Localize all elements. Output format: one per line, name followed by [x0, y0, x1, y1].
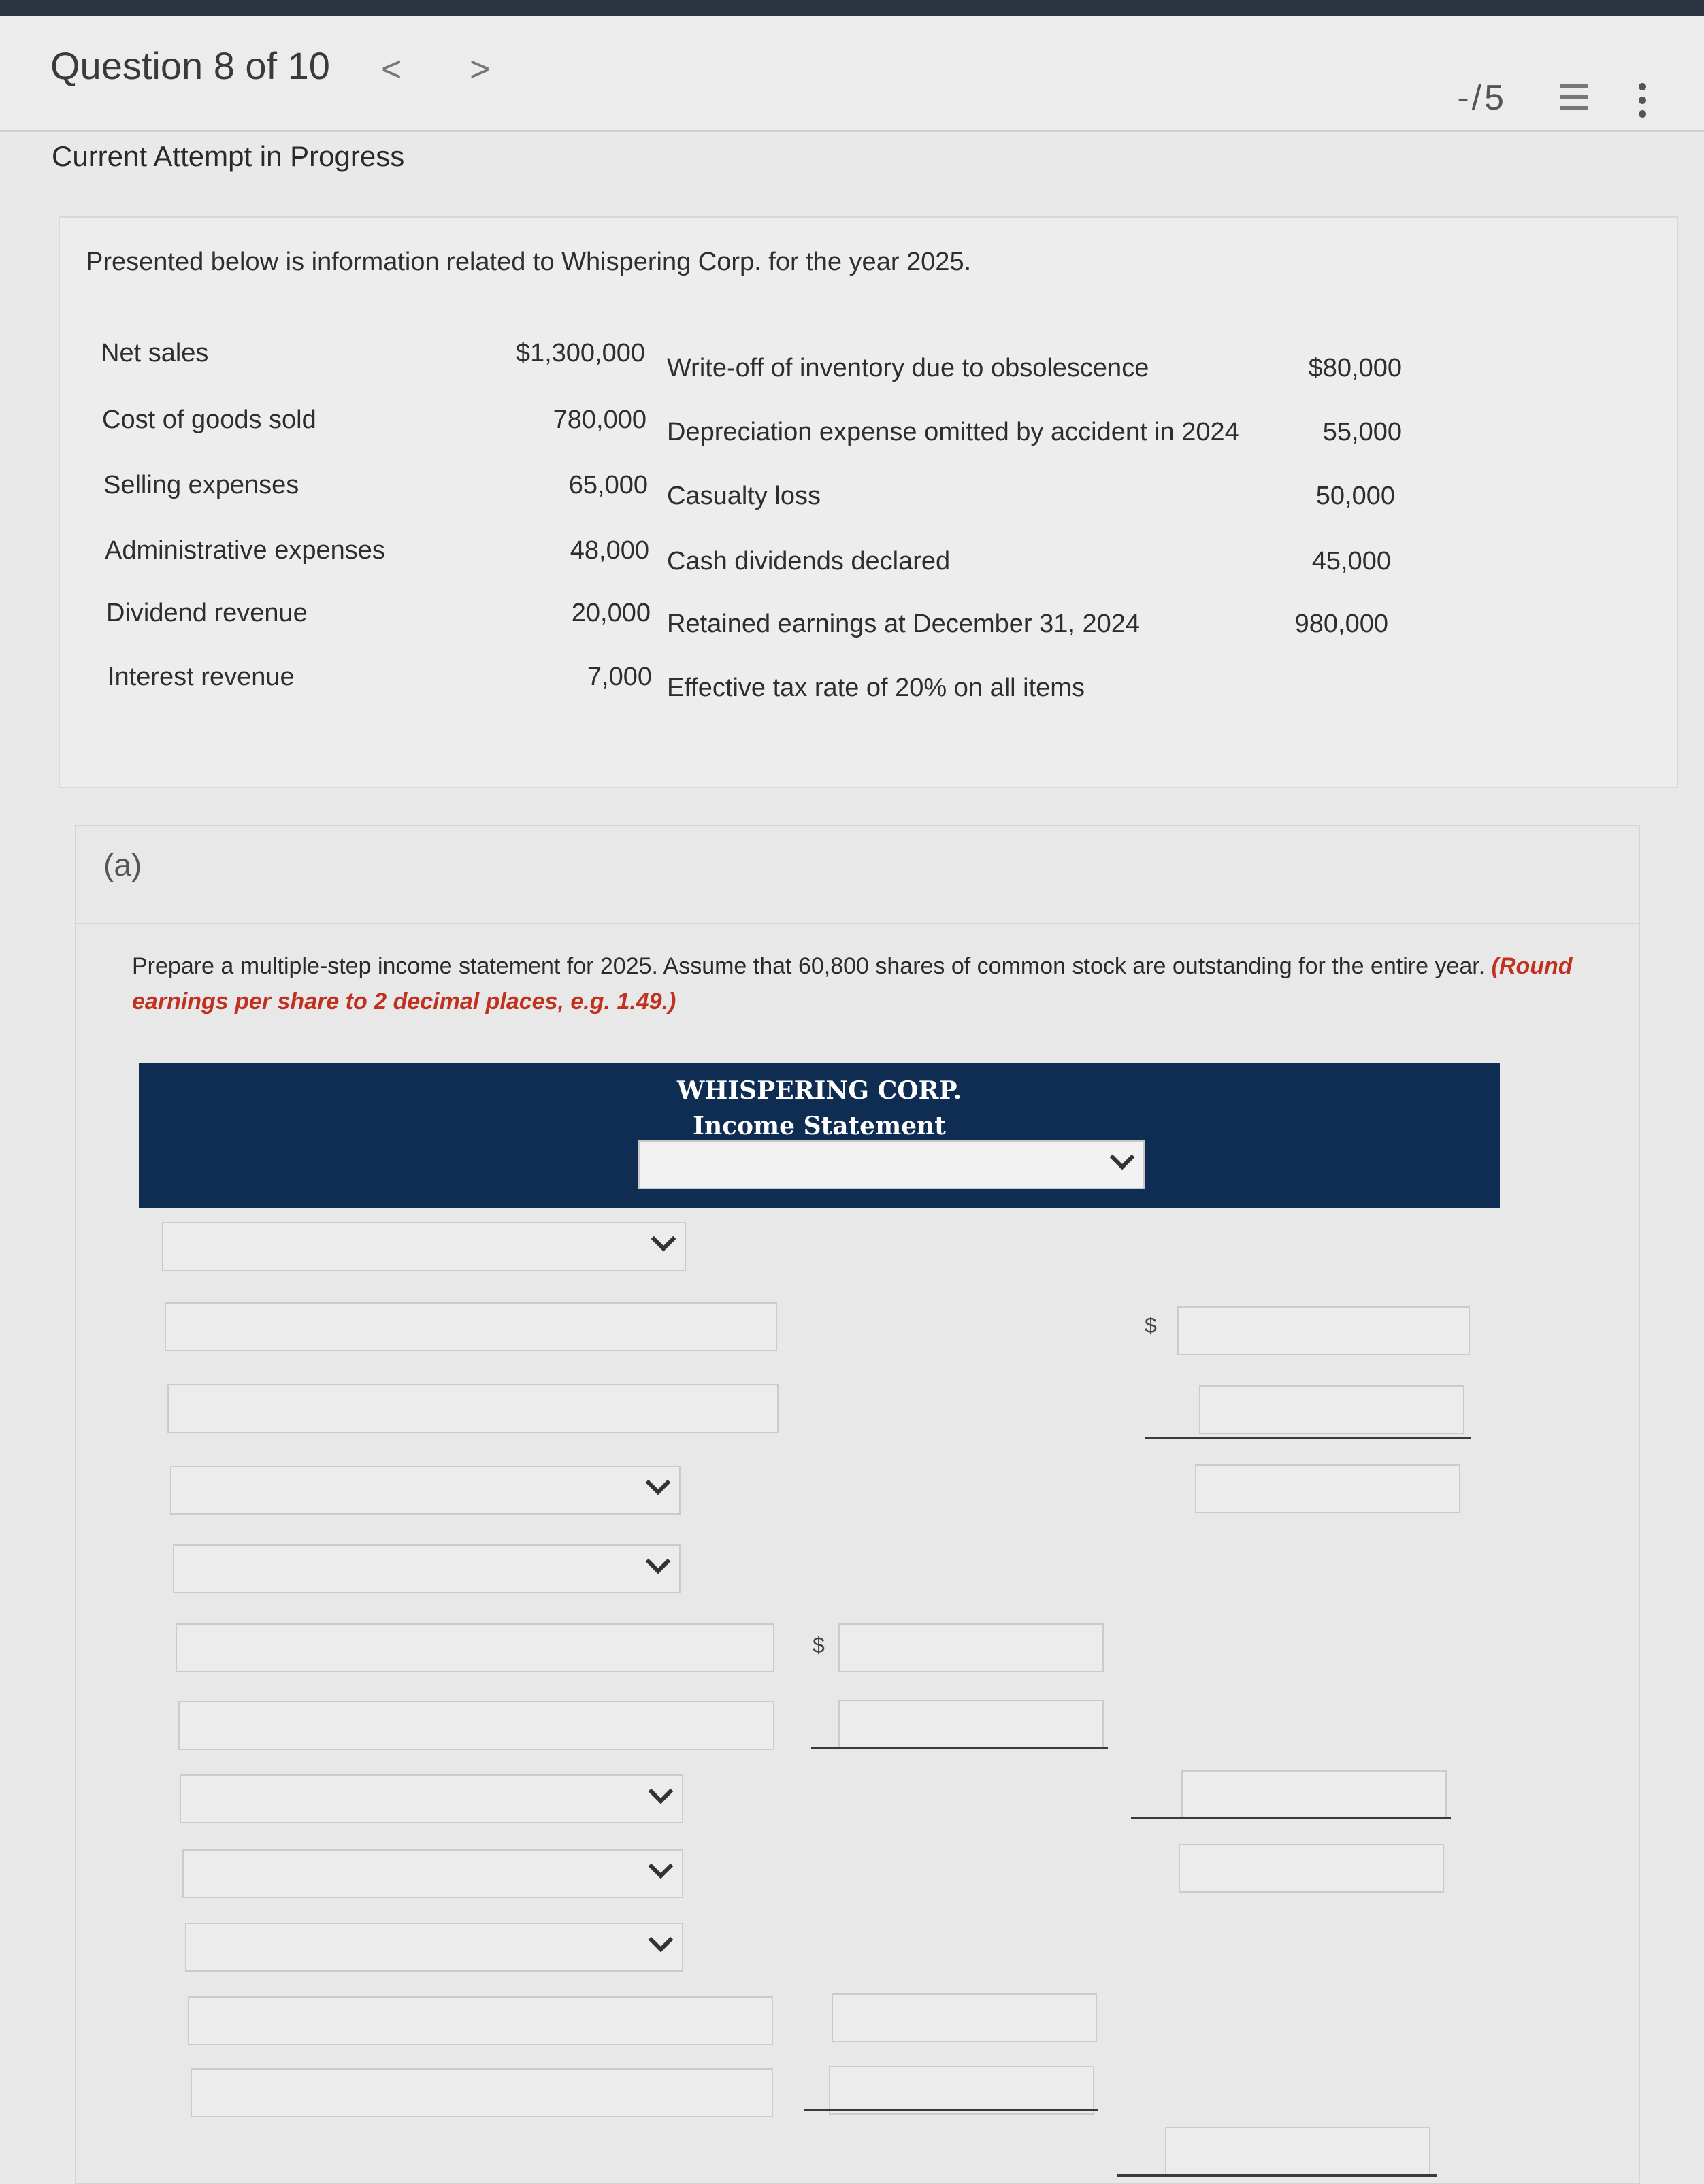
info-row [667, 674, 1388, 708]
amount-input[interactable] [1177, 1306, 1470, 1355]
rounding-hint: (Round earnings per share to 2 decimal places, e.g. 1.49.) [132, 953, 1573, 1014]
item-value: 20,000 [571, 599, 651, 627]
item-label: Cash dividends declared [667, 547, 951, 576]
item-label: Cost of goods sold [102, 406, 316, 434]
attempt-status: Current Attempt in Progress [52, 140, 405, 172]
info-row [108, 663, 652, 697]
item-label: Casualty loss [667, 482, 821, 510]
company-name: WHISPERING CORP. [676, 1076, 962, 1105]
next-question-button[interactable]: > [470, 50, 491, 89]
amount-input[interactable] [838, 1700, 1104, 1749]
item-label: Effective tax rate of 20% on all items [667, 674, 1085, 702]
item-value: 780,000 [553, 406, 646, 434]
currency-symbol: $ [813, 1633, 825, 1657]
line-item-dropdown[interactable] [180, 1774, 683, 1823]
line-item-input[interactable] [188, 1996, 773, 2045]
problem-info-card [59, 216, 1678, 788]
problem-intro: Presented below is information related to Whispering Corp. for the year 2025. [86, 248, 972, 276]
amount-input[interactable] [1181, 1770, 1447, 1819]
subtotal-underline [1131, 1817, 1451, 1819]
info-row [102, 406, 646, 440]
previous-question-button[interactable]: < [381, 50, 402, 89]
item-value: 55,000 [1322, 418, 1402, 446]
question-header [0, 16, 1704, 132]
item-value: 980,000 [1294, 610, 1388, 638]
line-item-input[interactable] [176, 1623, 774, 1672]
item-label: Dividend revenue [106, 599, 308, 627]
item-value: 65,000 [568, 471, 648, 499]
info-row [106, 599, 651, 633]
part-prompt [132, 948, 1595, 1019]
info-row [105, 536, 649, 570]
info-row [667, 482, 1395, 516]
chevron-down-icon [1110, 1145, 1135, 1170]
line-item-input[interactable] [167, 1384, 779, 1433]
question-title: Question 8 of 10 [50, 44, 330, 87]
subtotal-underline [811, 1747, 1108, 1749]
more-vertical-icon[interactable] [1639, 83, 1650, 124]
item-value: $80,000 [1308, 354, 1402, 382]
line-item-dropdown[interactable] [182, 1849, 683, 1898]
list-icon[interactable] [1550, 84, 1588, 118]
chevron-down-icon [649, 1779, 674, 1804]
info-row [667, 610, 1388, 644]
info-row [667, 418, 1402, 452]
subtotal-underline [804, 2109, 1098, 2111]
part-label: (a) [103, 847, 142, 882]
item-label: Selling expenses [103, 471, 299, 499]
part-header [76, 826, 1639, 924]
subtotal-underline [1117, 2174, 1437, 2177]
item-value: 50,000 [1315, 482, 1395, 510]
currency-symbol: $ [1145, 1313, 1157, 1338]
item-value: $1,300,000 [515, 339, 645, 367]
line-item-input[interactable] [178, 1701, 774, 1750]
item-label: Write-off of inventory due to obsolescence [667, 354, 1149, 382]
top-strip [0, 0, 1704, 16]
period-dropdown[interactable] [638, 1140, 1145, 1189]
chevron-down-icon [649, 1854, 674, 1879]
prompt-text: Prepare a multiple-step income statement for 2025. Assume that 60,800 shares of common stock are outstanding for the entire year. [132, 953, 1486, 979]
amount-input[interactable] [829, 2066, 1094, 2115]
amount-input[interactable] [1179, 1844, 1444, 1893]
line-item-dropdown[interactable] [173, 1544, 681, 1593]
line-item-dropdown[interactable] [185, 1923, 683, 1972]
chevron-down-icon [649, 1927, 674, 1953]
part-a-card [75, 825, 1640, 2184]
score-display: -/5 [1457, 78, 1507, 118]
amount-input[interactable] [838, 1623, 1104, 1672]
line-item-input[interactable] [191, 2068, 773, 2117]
line-item-dropdown[interactable] [162, 1222, 686, 1271]
info-row [101, 339, 645, 373]
chevron-down-icon [646, 1470, 671, 1495]
amount-input[interactable] [1195, 1464, 1460, 1513]
amount-input[interactable] [1199, 1385, 1464, 1434]
chevron-down-icon [646, 1549, 671, 1574]
subtotal-underline [1145, 1437, 1471, 1439]
item-value: 7,000 [587, 663, 652, 691]
item-value: 48,000 [570, 536, 649, 565]
info-row [667, 547, 1391, 581]
line-item-dropdown[interactable] [170, 1466, 681, 1515]
item-label: Interest revenue [108, 663, 295, 691]
amount-input[interactable] [1165, 2127, 1430, 2176]
item-label: Retained earnings at December 31, 2024 [667, 610, 1141, 638]
statement-header [139, 1063, 1500, 1208]
item-label: Depreciation expense omitted by accident in 2024 [667, 418, 1239, 446]
amount-input[interactable] [832, 1993, 1097, 2042]
info-row [667, 354, 1402, 388]
line-item-input[interactable] [165, 1302, 777, 1351]
item-value: 45,000 [1311, 547, 1391, 576]
item-label: Net sales [101, 339, 209, 367]
chevron-down-icon [651, 1227, 676, 1252]
info-row [103, 471, 648, 505]
statement-title: Income Statement [693, 1112, 946, 1140]
item-label: Administrative expenses [105, 536, 385, 565]
